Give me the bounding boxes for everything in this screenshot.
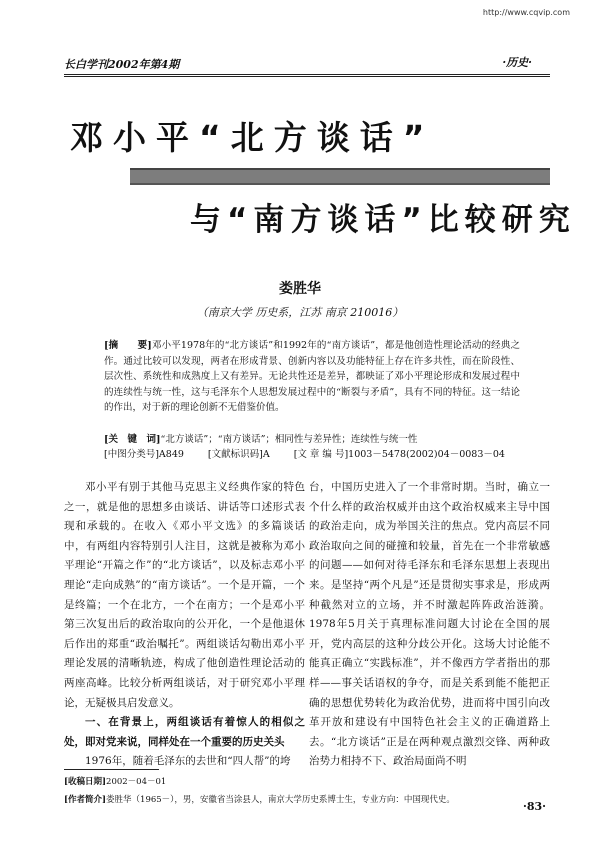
author-bio: 娄胜华（1965－），男，安徽省当涂县人，南京大学历史系博士生，专业方向：中国现代史。: [106, 795, 455, 805]
header-rule: [64, 74, 550, 75]
keywords: [104, 432, 544, 447]
page-number: ·83·: [523, 800, 546, 813]
received-label: [收稿日期]: [64, 777, 107, 787]
journal-name: 长白学刊2002年第4期: [64, 58, 180, 71]
received-date: 2002－04－01: [106, 777, 167, 787]
article-number: [文 章 编 号]1003－5478(2002)04－0083－04: [293, 449, 505, 460]
body-paragraph: 邓小平有别于其他马克思主义经典作家的特色之一，就是他的思想多由谈话、讲话等口述形式表现和承载的。在收入《邓小平文选》的多篇谈话中，有两组内容特别引人注目，这就是被称为邓小平理论“开篇之作”的“北方谈话”，以及标志邓小平理论“走向成熟”的“南方谈话”。一个是开篇，一个是终篇；一个在北方，一个在南方；一个是邓小平第三次复出后的政治取向的公开化，一个是他退休后作出的郑重“政治嘱托”。两组谈话勾勒出邓小平理论发展的清晰轨迹，构成了他创造性理论活动的两座高峰。比较分析两组谈话，对于研究邓小平理论，无疑极具启发意义。: [64, 481, 305, 709]
title-line-2: 与“南方谈话”比较研究: [190, 202, 576, 238]
classification-line: [104, 447, 544, 462]
abstract: [104, 338, 520, 416]
section-heading: 一、在背景上，两组谈话有着惊人的相似之处，即对党来说，同样处在一个重要的历史关头: [64, 716, 305, 748]
author-bio-label: [作者简介]: [64, 795, 107, 805]
author-name: 娄胜华: [279, 281, 321, 297]
abstract-label: [摘 要]: [104, 340, 152, 351]
received-date-note: [64, 773, 455, 791]
source-url[interactable]: http://www.cqvip.com: [482, 8, 570, 17]
author-bio-note: [64, 791, 455, 809]
section-label: ·历史·: [502, 56, 532, 69]
body-column-right: [309, 478, 550, 772]
keywords-text: “北方谈话”；“南方谈话”；相同性与差异性；连续性与统一性: [160, 434, 418, 445]
footnote-rule: [64, 769, 159, 770]
title-line-1: 邓小平“北方谈话”: [70, 118, 435, 157]
body-column-left: [64, 478, 305, 772]
header-rule-thin: [64, 76, 550, 77]
author-affiliation: （南京大学 历史系，江苏 南京 210016）: [196, 306, 404, 319]
title-decorative-band: [130, 168, 550, 185]
footnotes: [64, 773, 455, 809]
document-code: [文献标识码]A: [207, 449, 270, 460]
body-paragraph: 1976年，随着毛泽东的去世和“四人帮”的垮: [85, 755, 291, 768]
abstract-text: 邓小平1978年的“北方谈话”和1992年的“南方谈话”，都是他创造性理论活动的经典之作。通过比较可以发现，两者在形成背景、创新内容以及功能特征上存在许多共性，而在阶段性、层次性、系统性和成熟度上又有差异。无论共性还是差异，都映证了邓小平理论形成和发展过程中的连续性与统一性，这与毛泽东个人思想发展过程中的“断裂与矛盾”，具有不同的特征。这一结论的作出，对于新的理论创新不无借鉴价值。: [104, 340, 520, 414]
keywords-label: [关 键 词]: [104, 434, 161, 445]
clc-number: [中图分类号]A849: [104, 449, 184, 460]
body-paragraph: 台，中国历史进入了一个非常时期。当时，确立一个什么样的政治权威并由这个政治权威来主导中国的政治走向，成为举国关注的焦点。党内高层不同政治取向之间的碰撞和较量，首先在一个非常敏感的问题——如何对待毛泽东和毛泽东思想上表现出来。是坚持“两个凡是”还是贯彻实事求是，形成两种截然对立的立场，并不时激起阵阵政治涟漪。1978年5月关于真理标准问题大讨论在全国的展开，党内高层的这种分歧公开化。这场大讨论能不能真正确立“实践标准”，并不像西方学者指出的那样——事关话语权的争夺，而是关系到能不能把正确的思想优势转化为政治优势，进而将中国引向改革开放和建设有中国特色社会主义的正确道路上去。“北方谈话”正是在两种观点激烈交锋、两种政治势力相持不下、政治局面尚不明: [309, 481, 550, 768]
